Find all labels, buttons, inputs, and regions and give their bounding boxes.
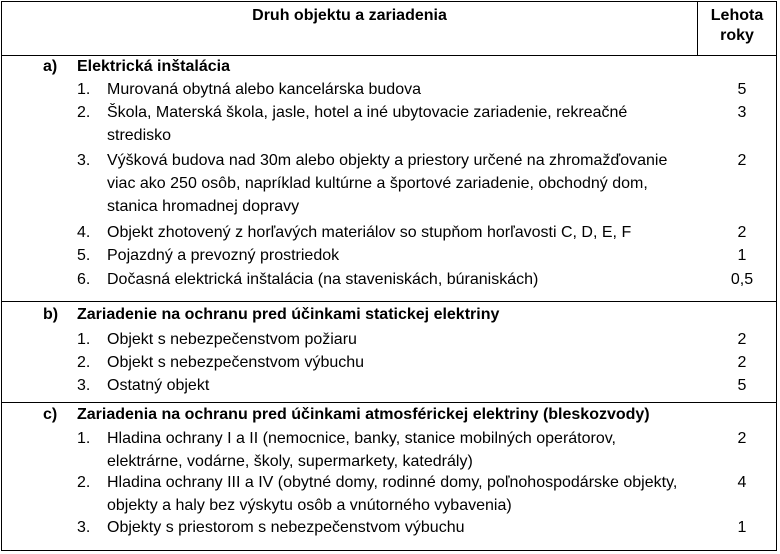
item-number: 3. — [77, 152, 91, 169]
item-interval: 2 — [737, 331, 747, 348]
item-text: Ostatný objekt — [107, 377, 210, 394]
item-text: Pojazdný a prevozný prostriedok — [107, 247, 340, 264]
item-number: 5. — [77, 247, 91, 264]
item-number: 2. — [77, 354, 91, 371]
item-text: Objekt s nebezpečenstvom požiaru — [107, 331, 357, 348]
item-text: Škola, Materská škola, jasle, hotel a iné ubytovacie zariadenie, rekreačné stredisko — [107, 104, 628, 144]
item-text: Murovaná obytná alebo kancelárska budova — [107, 81, 421, 98]
item-number: 6. — [77, 271, 91, 288]
item-interval: 2 — [737, 224, 747, 241]
section-letter: c) — [43, 406, 58, 423]
column-header-interval-line2: roky — [720, 27, 754, 44]
item-interval: 3 — [737, 104, 747, 121]
section-a — [2, 56, 776, 302]
item-text: Hladina ochrany I a II (nemocnice, banky, stanice mobilných operátorov, elektrárne, vodárne, školy, supermarkety, katedrály) — [107, 430, 616, 470]
item-interval: 2 — [737, 430, 747, 447]
item-interval: 4 — [737, 474, 747, 491]
section-title: Elektrická inštalácia — [77, 58, 230, 75]
item-number: 1. — [77, 81, 91, 98]
section-c — [2, 403, 776, 550]
section-b — [2, 302, 776, 403]
column-header-object-type: Druh objektu a zariadenia — [252, 7, 447, 24]
item-number: 3. — [77, 519, 91, 536]
section-letter: b) — [43, 306, 59, 323]
item-number: 2. — [77, 474, 91, 491]
item-interval: 2 — [737, 354, 747, 371]
column-header-interval — [698, 6, 776, 46]
item-number: 4. — [77, 224, 91, 241]
item-number: 1. — [77, 430, 91, 447]
item-text: Objekt zhotovený z horľavých materiálov so stupňom horľavosti C, D, E, F — [107, 224, 632, 241]
item-text: Dočasná elektrická inštalácia (na staveniskách, búraniskách) — [107, 271, 539, 288]
section-title: Zariadenie na ochranu pred účinkami statickej elektriny — [77, 306, 500, 323]
item-text: Objekty s priestorom s nebezpečenstvom výbuchu — [107, 519, 465, 536]
table-header — [2, 2, 776, 56]
item-text: Objekt s nebezpečenstvom výbuchu — [107, 354, 365, 371]
item-text: Hladina ochrany III a IV (obytné domy, rodinné domy, poľnohospodárske objekty, objekty a haly bez výskytu osôb a vnútorného vybavenia) — [107, 474, 678, 514]
item-number: 2. — [77, 104, 91, 121]
item-interval: 2 — [737, 152, 747, 169]
item-interval: 5 — [737, 81, 747, 98]
item-interval: 1 — [737, 247, 747, 264]
item-interval: 0,5 — [730, 271, 754, 288]
item-text: Výšková budova nad 30m alebo objekty a priestory určené na zhromažďovanie viac ako 250 osôb, napríklad kultúrne a športové zariadenie, obchodný dom, stanica hromadnej dopravy — [107, 152, 668, 215]
column-header-interval-line1: Lehota — [710, 7, 764, 24]
item-number: 1. — [77, 331, 91, 348]
item-interval: 1 — [737, 519, 747, 536]
section-title: Zariadenia na ochranu pred účinkami atmosférickej elektriny (bleskozvody) — [77, 406, 650, 423]
section-letter: a) — [43, 58, 58, 75]
item-interval: 5 — [737, 377, 747, 394]
item-number: 3. — [77, 377, 91, 394]
inspection-interval-table — [1, 1, 777, 551]
